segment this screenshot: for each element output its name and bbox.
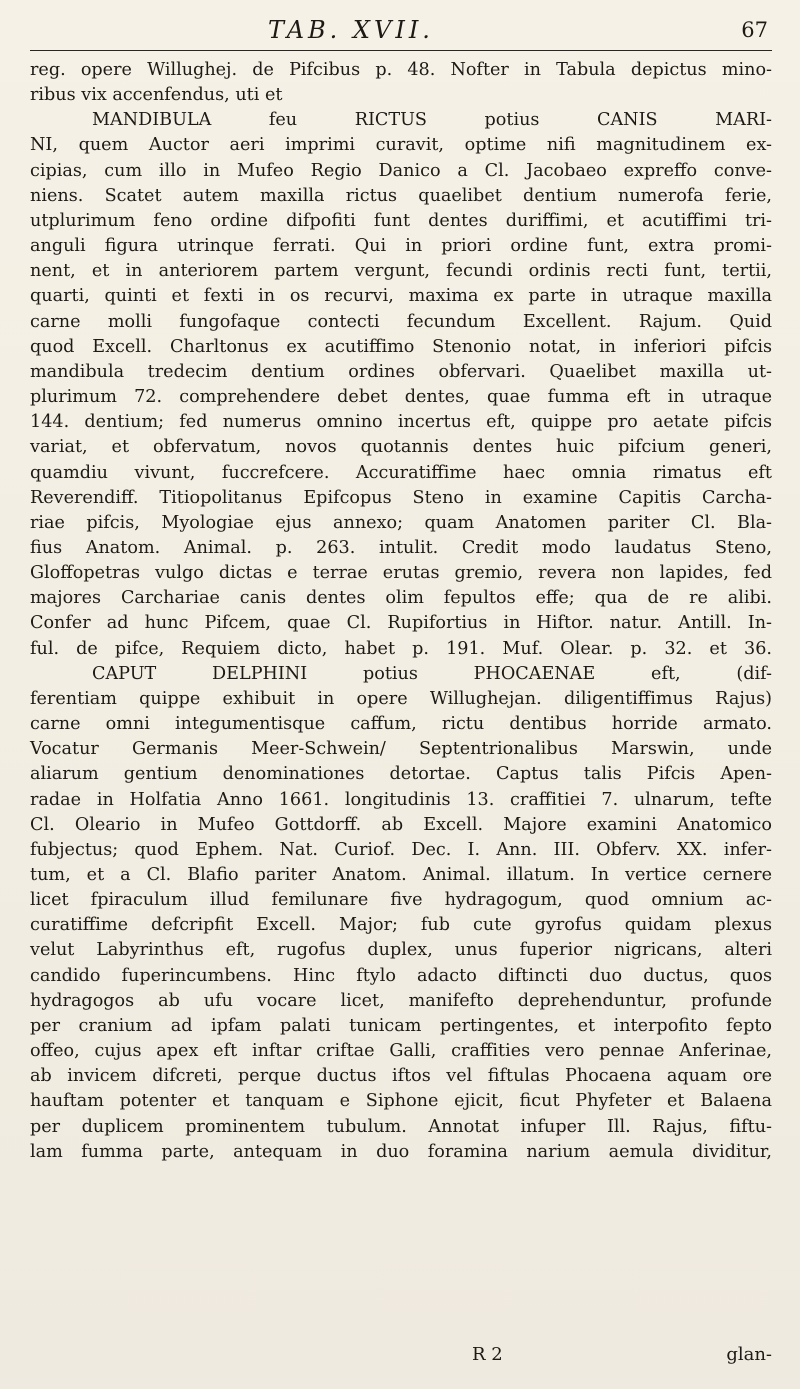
text-line: MANDIBULA feu RICTUS potius CANIS MARI- <box>92 110 772 131</box>
text-line: cipias, cum illo in Mufeo Regio Danico a Cl. Jacobaeo expreffo conve- <box>30 160 772 181</box>
text-line: riae pifcis, Myologiae ejus annexo; quam Anatomen pariter Cl. Bla- <box>30 512 772 533</box>
text-line: Vocatur Germanis Meer-Schwein/ Septentrionalibus Marswin, unde <box>30 739 772 760</box>
text-line: Reverendiff. Titiopolitanus Epifcopus Steno in examine Capitis Carcha- <box>30 487 772 508</box>
text-line: CAPUT DELPHINI potius PHOCAENAE eft, (dif- <box>92 663 772 684</box>
text-line: licet fpiraculum illud femilunare five hydragogum, quod omnium ac- <box>30 890 772 911</box>
text-line: radae in Holfatia Anno 1661. longitudinis 13. craffitiei 7. ulnarum, tefte <box>30 789 772 810</box>
text-line: Cl. Oleario in Mufeo Gottdorff. ab Excell. Majore examini Anatomico <box>30 814 772 835</box>
text-line: carne omni integumentisque caffum, rictu dentibus horride armato. <box>30 714 772 735</box>
text-line: hydragogos ab ufu vocare licet, manifefto deprehenduntur, profunde <box>30 990 772 1011</box>
text-line: per cranium ad ipfam palati tunicam pertingentes, et interpofito fepto <box>30 1015 772 1036</box>
text-line: curatiffime defcripfit Excell. Major; fub cute gyrofus quidam plexus <box>30 915 772 936</box>
text-line: Confer ad hunc Pifcem, quae Cl. Rupifortius in Hiftor. natur. Antill. In- <box>30 613 772 634</box>
text-line: quarti, quinti et fexti in os recurvi, maxima ex parte in utraque maxilla <box>30 286 772 307</box>
text-line: candido fuperincumbens. Hinc ftylo adacto diftincti duo ductus, quos <box>30 965 772 986</box>
text-line: variat, et obfervatum, novos quotannis dentes huic pifcium generi, <box>30 437 772 458</box>
text-line: majores Carchariae canis dentes olim fepultos effe; qua de re alibi. <box>30 588 772 609</box>
page-number: 67 <box>741 18 768 42</box>
text-line: niens. Scatet autem maxilla rictus quaelibet dentium numerofa ferie, <box>30 185 772 206</box>
text-line: plurimum 72. comprehendere debet dentes, quae fumma eft in utraque <box>30 387 772 408</box>
text-line: anguli figura utrinque ferrati. Qui in priori ordine funt, extra promi- <box>30 236 772 257</box>
text-line: quamdiu vivunt, fuccrefcere. Accuratiffime haec omnia rimatus eft <box>30 462 772 483</box>
signature-mark: R 2 <box>472 1344 503 1365</box>
text-line: aliarum gentium denominationes detortae. Captus talis Pifcis Apen- <box>30 764 772 785</box>
text-line: carne molli fungofaque contecti fecundum Excellent. Rajum. Quid <box>30 311 772 332</box>
catchword: glan- <box>726 1344 772 1365</box>
text-line: quod Excell. Charltonus ex acutiffimo Stenonio notat, in inferiori pifcis <box>30 336 772 357</box>
text-line: ribus vix accenfendus, uti et <box>30 85 283 106</box>
text-line: velut Labyrinthus eft, rugofus duplex, unus fuperior nigricans, alteri <box>30 940 772 961</box>
header-rule <box>30 50 772 51</box>
text-line: 144. dentium; fed numerus omnino incertus eft, quippe pro aetate pifcis <box>30 412 772 433</box>
body-text <box>30 58 772 1165</box>
page-footer <box>30 1344 772 1372</box>
text-line: ful. de pifce, Requiem dicto, habet p. 191. Muf. Olear. p. 32. et 36. <box>30 638 772 659</box>
text-line: reg. opere Willughej. de Pifcibus p. 48. Nofter in Tabula depictus mino- <box>30 60 772 80</box>
text-line: per duplicem prominentem tubulum. Annotat infuper Ill. Rajus, fiftu- <box>30 1116 772 1137</box>
text-line: ferentiam quippe exhibuit in opere Willughejan. diligentiffimus Rajus) <box>30 688 772 709</box>
text-line: NI, quem Auctor aeri imprimi curavit, optime nifi magnitudinem ex- <box>30 135 772 156</box>
text-line: mandibula tredecim dentium ordines obfervari. Quaelibet maxilla ut- <box>30 361 772 382</box>
running-head <box>0 16 800 50</box>
text-line: nent, et in anteriorem partem vergunt, fecundi ordinis recti funt, tertii, <box>30 261 772 282</box>
plate-title: TAB. XVII. <box>268 16 434 44</box>
text-line: fius Anatom. Animal. p. 263. intulit. Credit modo laudatus Steno, <box>30 537 772 558</box>
text-line: lam fumma parte, antequam in duo foramina narium aemula dividitur, <box>30 1141 772 1162</box>
text-line: tum, et a Cl. Blafio pariter Anatom. Animal. illatum. In vertice cernere <box>30 865 772 885</box>
text-line: Gloffopetras vulgo dictas e terrae erutas gremio, revera non lapides, fed <box>30 563 772 584</box>
text-line: fubjectus; quod Ephem. Nat. Curiof. Dec. I. Ann. III. Obferv. XX. infer- <box>30 839 772 860</box>
text-line: ab invicem difcreti, perque ductus iftos vel fiftulas Phocaena aquam ore <box>30 1066 772 1087</box>
text-line: hauftam potenter et tanquam e Siphone ejicit, ficut Phyfeter et Balaena <box>30 1091 772 1112</box>
text-line: offeo, cujus apex eft inftar criftae Galli, craffities vero pennae Anferinae, <box>30 1041 772 1062</box>
text-line: utplurimum feno ordine difpofiti funt dentes duriffimi, et acutiffimi tri- <box>30 210 772 231</box>
